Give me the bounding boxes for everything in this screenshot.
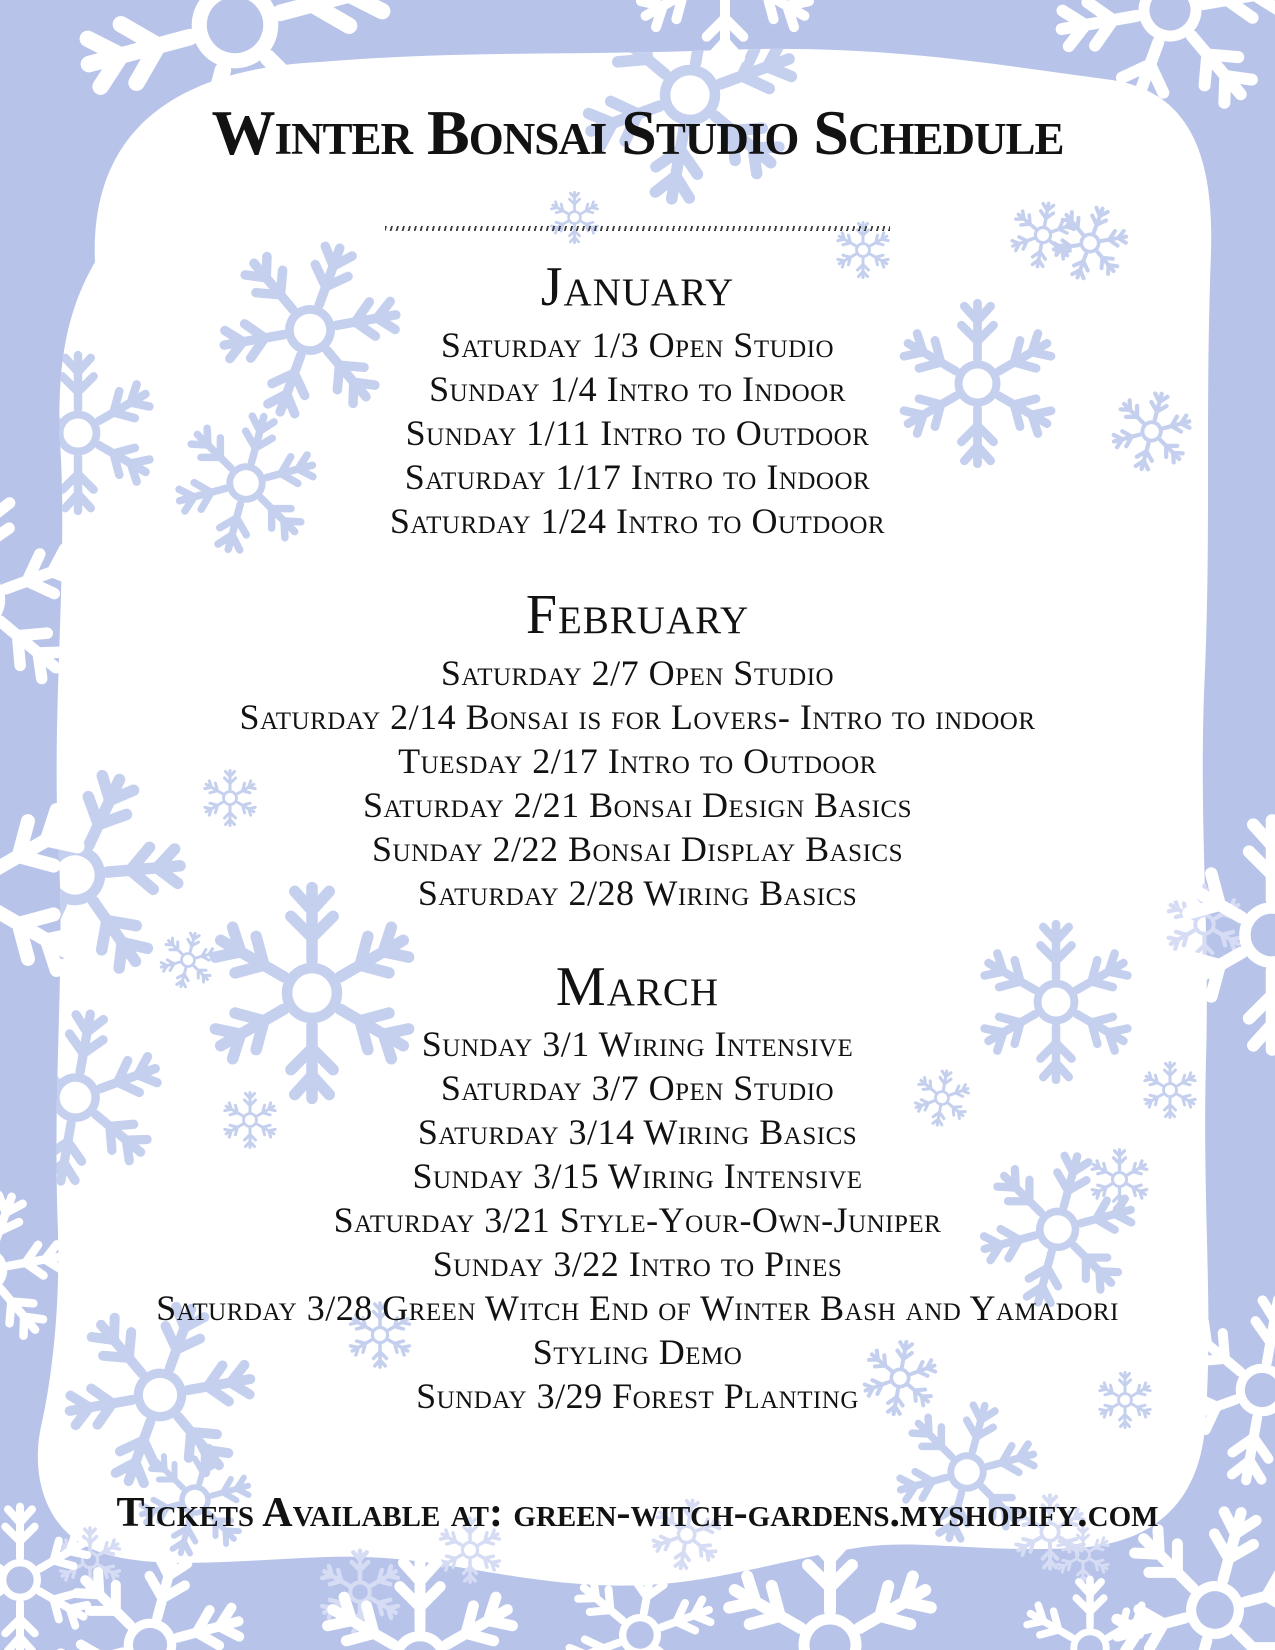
month-heading: March [555, 955, 720, 1018]
event-line: Sunday 2/22 Bonsai Display Basics [372, 828, 903, 869]
month-section-march [0, 957, 1275, 1419]
event-line: Sunday 3/15 Wiring Intensive [412, 1156, 863, 1197]
page-title: Winter Bonsai Studio Schedule [211, 97, 1064, 168]
event-line: Sunday 3/29 Forest Planting [416, 1376, 859, 1417]
event-line: Tuesday 2/17 Intro to Outdoor [398, 740, 877, 781]
event-line: Sunday 1/11 Intro to Outdoor [405, 412, 870, 453]
event-line: Saturday 2/21 Bonsai Design Basics [362, 784, 913, 825]
event-line: Sunday 3/22 Intro to Pines [432, 1244, 843, 1285]
event-line: Saturday 2/14 Bonsai is for Lovers- Intro to indoor [239, 696, 1036, 737]
month-section-february [0, 585, 1275, 915]
event-line: Saturday 2/7 Open Studio [440, 652, 835, 693]
event-line: Saturday 3/28 Green Witch End of Winter Bash and Yamadori Styling Demo [156, 1288, 1119, 1373]
month-heading: February [525, 583, 750, 646]
event-line: Saturday 3/7 Open Studio [440, 1068, 835, 1109]
month-section-january [0, 257, 1275, 543]
tickets-url-text: Tickets Available at: green-witch-gardens.myshopify.com [116, 1490, 1159, 1537]
event-line: Saturday 1/3 Open Studio [440, 324, 835, 365]
event-line: Saturday 3/14 Wiring Basics [417, 1112, 858, 1153]
event-line: Saturday 1/17 Intro to Indoor [404, 456, 871, 497]
event-line: Saturday 1/24 Intro to Outdoor [389, 500, 886, 541]
event-line: Saturday 3/21 Style-Your-Own-Juniper [333, 1200, 942, 1241]
month-heading: January [540, 256, 735, 319]
event-line: Sunday 1/4 Intro to Indoor [429, 368, 846, 409]
event-line: Sunday 3/1 Wiring Intensive [421, 1024, 854, 1065]
event-line: Saturday 2/28 Wiring Basics [417, 872, 858, 913]
divider [385, 226, 890, 231]
